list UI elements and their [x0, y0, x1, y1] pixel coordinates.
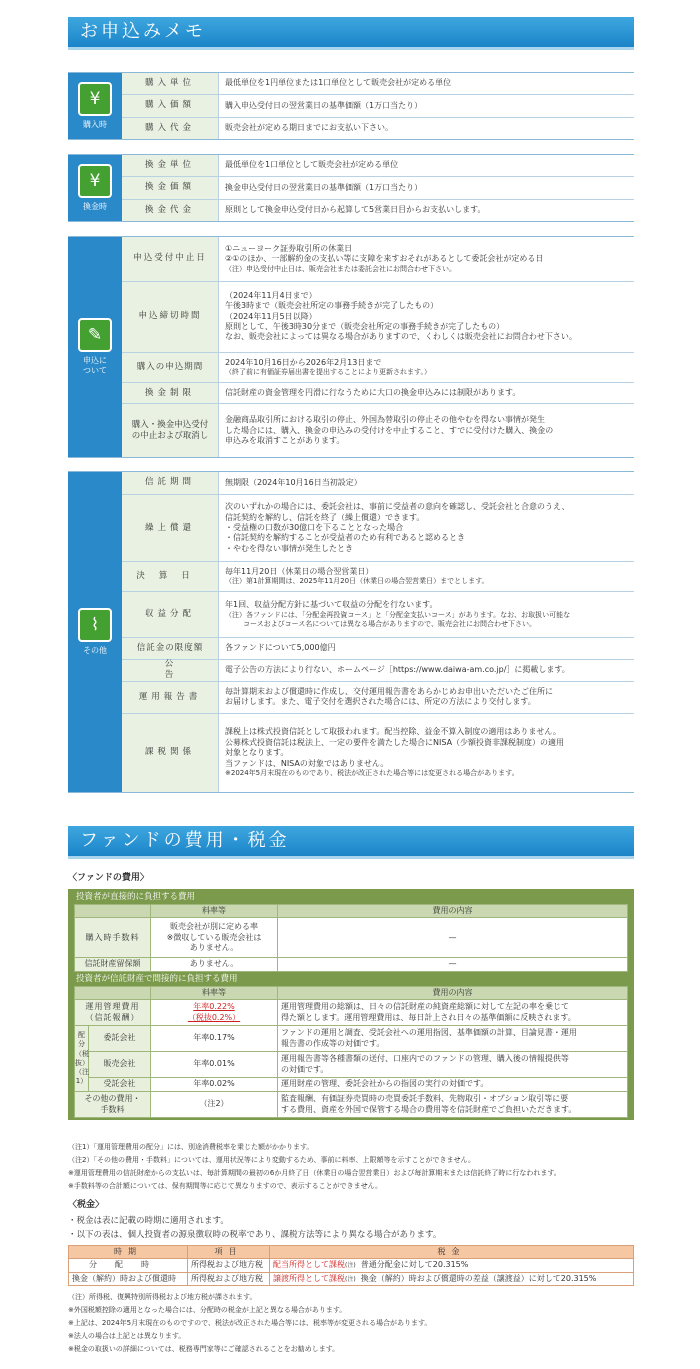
- report-val: 毎計算期末および償還時に作成し、交付運用報告書をあらかじめお申出いただいたご住所に お届けします。また、電子交付を選択された場合には、所定の方法により交付します。: [225, 686, 553, 707]
- application-block: [68, 236, 634, 458]
- tax-row-distribution: [69, 1259, 634, 1272]
- redemption-side-label: 換金時: [83, 201, 107, 211]
- other-row-term: [122, 472, 634, 494]
- indirect-header-content: 費用の内容: [278, 986, 628, 999]
- section-title-fees-tax: ファンドの費用・税金: [68, 826, 634, 856]
- other-row-notice: [122, 659, 634, 681]
- other-row-report: [122, 681, 634, 713]
- tax-header-item: 項目: [188, 1246, 270, 1259]
- redemption-unit-val: 最低単位を1口単位として販売会社が定める単位: [225, 160, 399, 170]
- tax-note-2: ※外国税額控除の適用となった場合には、分配時の税金が上記と異なる場合があります。: [68, 1306, 347, 1314]
- deadline-val: （2024年11月4日まで） 午後3時まで（販売会社所定の事務手続きが完了したもの） （2024年11月5日以降） 原則として、午後3時30分まで（販売会社所定の事務手続きが完了したもの） なお、販売会社によっては異なる場合がありますので、くわしくは販売会社にお問合わせ下さい。: [225, 290, 577, 342]
- purchase-block: [68, 72, 634, 140]
- tax-notes: [68, 1291, 634, 1356]
- redemption-side: [68, 155, 122, 221]
- tax-bullets: [68, 1214, 441, 1242]
- reserve-content: —: [278, 958, 628, 971]
- purchase-payment-val: 販売会社が定める期日までにお支払い下さい。: [225, 123, 393, 133]
- redemption-price-key: 換金価額: [122, 177, 219, 198]
- purchase-fee-content: —: [278, 918, 628, 958]
- fees-note-1: （注1）「運用管理費用の配分」には、別途消費税率を乗じた額がかかります。: [68, 1143, 314, 1151]
- taxation-key: 課税関係: [122, 714, 219, 792]
- direct-header-blank: [75, 905, 151, 918]
- taxation-val: 課税上は株式投資信託として取扱われます。配当控除、益金不算入制度の適用はありません。 公募株式投資信託は税法上、一定の要件を満たした場合にNISA（少額投資非課税制度）の適用 対象となります。 当ファンドは、NISAの対象ではありません。 ※2024年5月末現在のものであり、税法が改正された場合等には変更される場合があります。: [225, 727, 565, 777]
- early-redemption-val: 次のいずれかの場合には、委託会社は、事前に受益者の意向を確認し、受託会社と合意のうえ、 信託契約を解約し、信託を終了（繰上償還）できます。 ・受益権の口数が30億口を下ることとなった場合 ・信託契約を解約することが受益者のため有利であると認めるとき ・やむを得ない事情が発生したとき: [225, 502, 570, 553]
- other-fees-content: 監査報酬、有価証券売買時の売買委託手数料、先物取引・オプション取引等に要 する費用、資産を外国で保管する場合の費用等を信託財産でご負担いただきます。: [278, 1092, 628, 1118]
- purchase-side: [68, 73, 122, 139]
- trustee-rate: 年率0.02%: [151, 1078, 278, 1092]
- reserve-rate: ありません。: [151, 958, 278, 971]
- deadline-key: 申込締切時間: [122, 282, 219, 352]
- distribution-key: 収益分配: [122, 592, 219, 637]
- indirect-fees-table: [74, 986, 628, 1118]
- application-row-cancel: [122, 403, 634, 457]
- purchase-row-unit: [122, 73, 634, 94]
- pen-icon: ✎: [78, 318, 112, 352]
- distributor-rate: 年率0.01%: [151, 1052, 278, 1078]
- tax-note-3: ※上記は、2024年5月末現在のものですので、税法が改正された場合等には、税率等が変更される場合があります。: [68, 1319, 432, 1327]
- term-key: 信託期間: [122, 472, 219, 494]
- purchase-fee-rate: 販売会社が別に定める率 ※徴収している販売会社は ありません。: [151, 918, 278, 958]
- reserve-key: 信託財産留保額: [75, 958, 151, 971]
- notice-val: 電子公告の方法により行ない、ホームページ［https://www.daiwa-am.co.jp/］に掲載します。: [225, 665, 570, 675]
- paperclip-icon: ⌇: [78, 608, 112, 642]
- other-row-taxation: [122, 713, 634, 792]
- other-side-label: その他: [83, 645, 107, 655]
- allocation-label: 配分 （税抜） （注1）: [75, 1026, 89, 1092]
- management-fee-key: 運用管理費用 （信託報酬）: [75, 1000, 151, 1026]
- fees-box: [68, 889, 634, 1120]
- distributor-content: 運用報告書等各種書類の送付、口座内でのファンドの管理、購入後の情報提供等 の対価です。: [278, 1052, 628, 1078]
- tax-header-tax: 税金: [270, 1246, 634, 1259]
- application-side-label: 申込に ついて: [83, 355, 107, 375]
- purchase-yen-icon: ¥: [78, 82, 112, 116]
- indirect-header-blank: [75, 986, 151, 999]
- purchase-row-price: [122, 94, 634, 116]
- tax-distribution-time: 分配時: [69, 1259, 188, 1272]
- purchase-unit-val: 最低単位を1円単位または1口単位として販売会社が定める単位: [225, 78, 452, 88]
- other-row-early-redemption: [122, 494, 634, 562]
- redemption-price-val: 換金申込受付日の翌営業日の基準価額（1万口当たり）: [225, 182, 423, 192]
- limit-key: 換金制限: [122, 383, 219, 404]
- tax-bullet-2: ・以下の表は、個人投資者の源泉徴収時の税率であり、課税方法等により異なる場合があります。: [68, 1230, 442, 1240]
- other-side: [68, 472, 122, 792]
- indirect-row-management: [75, 1000, 628, 1026]
- stop-days-val: ①ニューヨーク証券取引所の休業日 ②①のほか、一部解約金の支払い等に支障を来すおそれがあるとして委託会社が定める日 （注）申込受付中止日は、販売会社または委託会社にお問合わせ下さい。: [225, 243, 544, 273]
- early-redemption-key: 繰上償還: [122, 495, 219, 562]
- purchase-payment-key: 購入代金: [122, 118, 219, 139]
- tax-redemption-tax: 譲渡所得として課税(注) 換金（解約）時および償還時の差益（譲渡益）に対して20.315%: [270, 1272, 634, 1285]
- purchase-price-val: 購入申込受付日の翌営業日の基準価額（1万口当たり）: [225, 100, 423, 110]
- indirect-fees-band: 投資者が信託財産で間接的に負担する費用: [76, 973, 238, 984]
- indirect-row-trustee: [75, 1078, 628, 1092]
- indirect-row-distributor: [75, 1052, 628, 1078]
- tax-note-5: ※税金の取扱いの詳細については、税務専門家等にご確認されることをお勧めします。: [68, 1345, 340, 1353]
- redemption-block: [68, 154, 634, 222]
- tax-note-4: ※法人の場合は上記とは異なります。: [68, 1332, 186, 1340]
- indirect-row-trustor: [75, 1026, 628, 1052]
- cap-val: 各ファンドについて5,000億円: [225, 643, 336, 653]
- period-key: 購入の申込期間: [122, 353, 219, 382]
- fees-label: 〈ファンドの費用〉: [68, 873, 149, 883]
- distribution-val: 年1回、収益分配方針に基づいて収益の分配を行ないます。 （注）各ファンドには、「分配金再投資コース」と「分配金支払いコース」があります。なお、お取扱い可能な コースおよびコース名については異なる場合がありますので、販売会社にお問合わせ下さい。: [225, 600, 571, 628]
- other-row-distribution: [122, 591, 634, 637]
- trustor-content: ファンドの運用と調査、受託会社への運用指図、基準価額の計算、目論見書・運用 報告書の作成等の対価です。: [278, 1026, 628, 1052]
- redemption-row-price: [122, 176, 634, 198]
- cancel-val: 金融商品取引所における取引の停止、外国為替取引の停止その他やむを得ない事情が発生 した場合には、購入、換金の申込みの受付けを中止すること、すでに受付けた購入、換金の 申込みを取消すことがあります。: [225, 415, 554, 445]
- limit-val: 信託財産の資金管理を円滑に行なうために大口の換金申込みには制限があります。: [225, 387, 521, 397]
- other-row-cap: [122, 637, 634, 659]
- direct-row-reserve: [75, 958, 628, 971]
- tax-redemption-time: 換金（解約）時および償還時: [69, 1272, 188, 1285]
- application-row-period: [122, 352, 634, 382]
- other-fees-rate: （注2）: [151, 1092, 278, 1118]
- purchase-row-payment: [122, 117, 634, 139]
- trustor-rate: 年率0.17%: [151, 1026, 278, 1052]
- tax-header-time: 時期: [69, 1246, 188, 1259]
- redemption-yen-icon: ¥: [78, 164, 112, 198]
- fees-note-3: ※運用管理費用の信託財産からの支払いは、毎計算期間の最初の6か月終了日（休業日の場合翌営業日）および毎計算期末または信託終了時に行なわれます。: [68, 1169, 561, 1177]
- application-row-deadline: [122, 281, 634, 352]
- cancel-key: 購入・換金申込受付 の中止および取消し: [122, 404, 219, 457]
- tax-bullet-1: ・税金は表に記載の時期に適用されます。: [68, 1216, 229, 1226]
- section-title-application-memo: お申込みメモ: [68, 17, 634, 47]
- purchase-price-key: 購入価額: [122, 95, 219, 116]
- notice-key: 公告: [122, 660, 219, 681]
- direct-row-purchase-fee: [75, 918, 628, 958]
- other-fees-key: その他の費用・ 手数料: [75, 1092, 151, 1118]
- tax-distribution-tax: 配当所得として課税(注) 普通分配金に対して20.315%: [270, 1259, 634, 1272]
- redemption-payment-val: 原則として換金申込受付日から起算して5営業日目からお支払いします。: [225, 205, 486, 215]
- redemption-row-unit: [122, 155, 634, 176]
- settlement-key: 決算日: [122, 562, 219, 591]
- tax-distribution-item: 所得税および地方税: [188, 1259, 270, 1272]
- fees-note-2: （注2）「その他の費用・手数料」については、運用状況等により変動するため、事前に料率、上限額等を示すことができません。: [68, 1156, 475, 1164]
- application-side: [68, 237, 122, 457]
- purchase-unit-key: 購入単位: [122, 73, 219, 94]
- purchase-side-label: 購入時: [83, 119, 107, 129]
- other-row-settlement: [122, 561, 634, 591]
- redemption-row-payment: [122, 199, 634, 221]
- direct-header-content: 費用の内容: [278, 905, 628, 918]
- cap-key: 信託金の限度額: [122, 638, 219, 659]
- redemption-payment-key: 換金代金: [122, 200, 219, 221]
- report-key: 運用報告書: [122, 682, 219, 713]
- trustor-key: 委託会社: [89, 1026, 151, 1052]
- other-block: [68, 471, 634, 793]
- fees-notes: [68, 1141, 634, 1193]
- indirect-header-rate: 料率等: [151, 986, 278, 999]
- application-row-stop-days: [122, 237, 634, 281]
- tax-table: [68, 1245, 634, 1286]
- tax-redemption-item: 所得税および地方税: [188, 1272, 270, 1285]
- redemption-unit-key: 換金単位: [122, 155, 219, 176]
- application-row-limit: [122, 382, 634, 404]
- tax-label: 〈税金〉: [68, 1200, 105, 1210]
- distributor-key: 販売会社: [89, 1052, 151, 1078]
- direct-header-rate: 料率等: [151, 905, 278, 918]
- term-val: 無期限（2024年10月16日当初設定）: [225, 477, 362, 487]
- purchase-fee-key: 購入時手数料: [75, 918, 151, 958]
- stop-days-key: 申込受付中止日: [122, 237, 219, 281]
- trustee-content: 運用財産の管理、委託会社からの指図の実行の対価です。: [278, 1078, 628, 1092]
- indirect-row-other-fees: [75, 1092, 628, 1118]
- direct-fees-band: 投資者が直接的に負担する費用: [76, 892, 196, 902]
- settlement-val: 毎年11月20日（休業日の場合翌営業日） （注）第1計算期間は、2025年11月20日（休業日の場合翌営業日）までとします。: [225, 567, 489, 586]
- period-val: 2024年10月16日から2026年2月13日まで （終了前に有価証券届出書を提出することにより更新されます。）: [225, 357, 431, 376]
- direct-fees-table: [74, 904, 628, 972]
- management-fee-content: 運用管理費用の総額は、日々の信託財産の純資産総額に対して左記の率を乗じて 得た額とします。運用管理費用は、毎日計上され日々の基準価額に反映されます。: [278, 1000, 628, 1026]
- tax-note-1: （注）所得税、復興特別所得税および地方税が課されます。: [68, 1293, 257, 1301]
- fees-note-4: ※手数料等の合計額については、保有期間等に応じて異なりますので、表示することができません。: [68, 1182, 383, 1190]
- management-fee-rate: 年率0.22% （税抜0.2%）: [151, 1000, 278, 1026]
- trustee-key: 受託会社: [89, 1078, 151, 1092]
- tax-row-redemption: [69, 1272, 634, 1285]
